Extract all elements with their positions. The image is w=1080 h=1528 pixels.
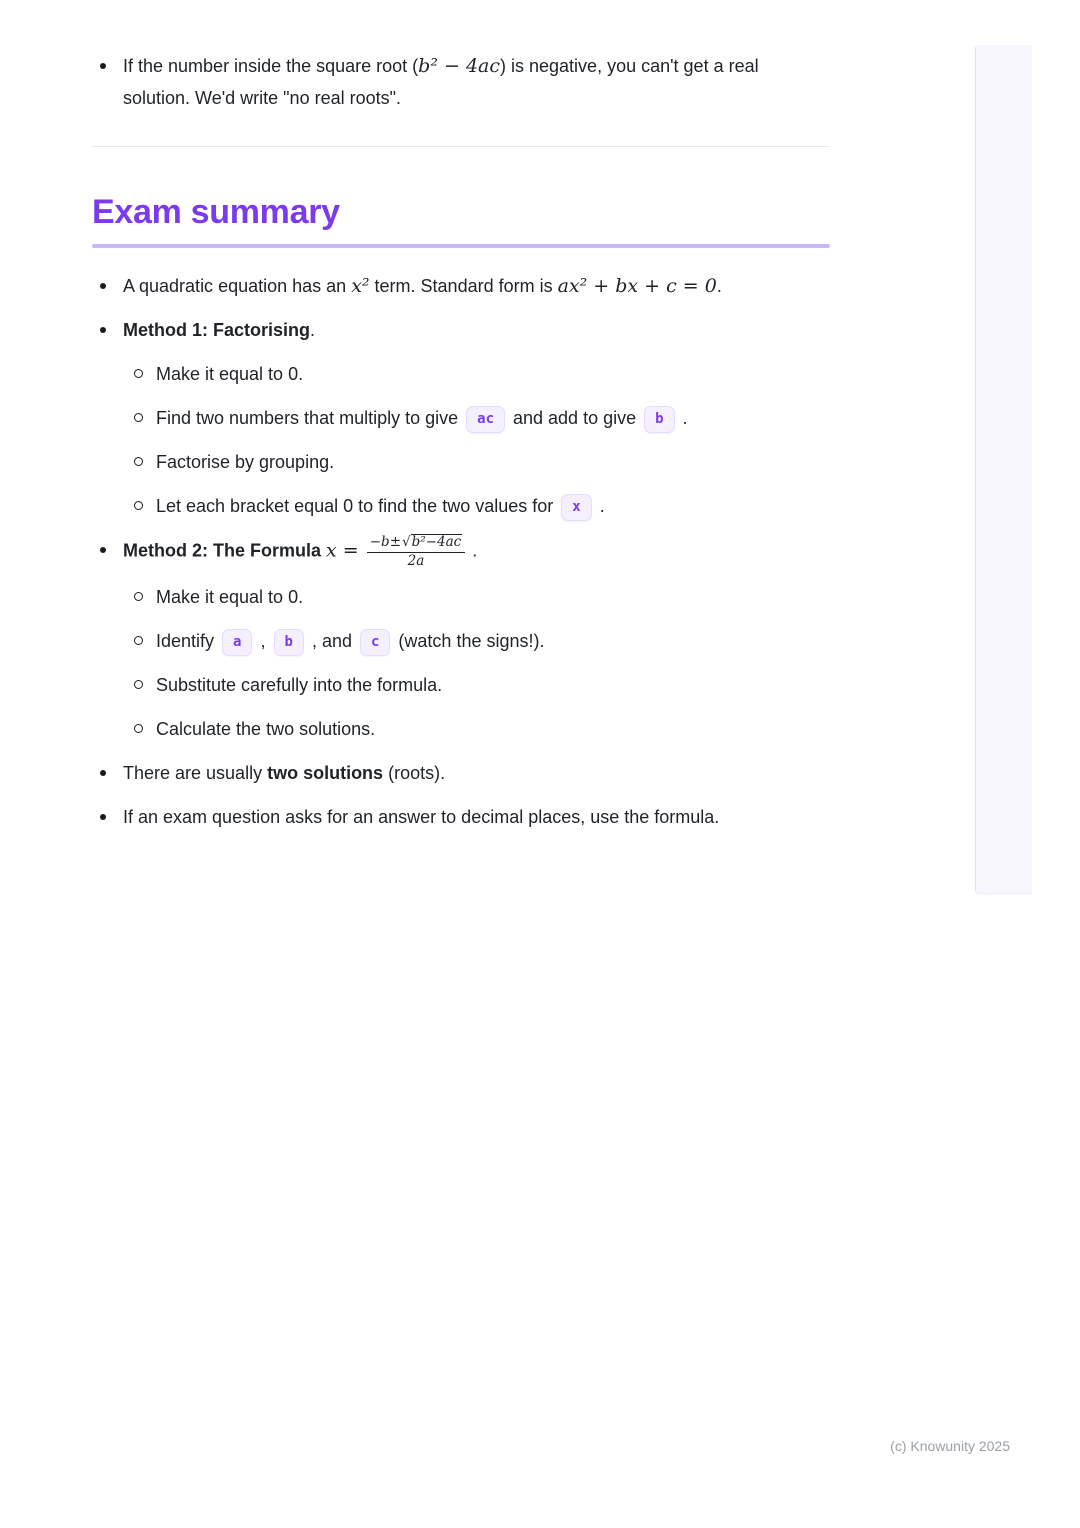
text-run: A quadratic equation has an (123, 276, 352, 296)
list-item-text (156, 625, 830, 657)
text-run: Find two numbers that multiply to give (156, 408, 464, 428)
list-item (92, 314, 830, 522)
text-run: ) is negative, you can't get a real solution. We'd write "no real roots". (123, 56, 759, 108)
bold-text: two solutions (267, 763, 384, 784)
inline-math: x = (326, 539, 365, 562)
list-item (123, 581, 830, 613)
summary-list-container (92, 270, 830, 833)
inline-math: x² (351, 275, 370, 297)
text-run: , (255, 631, 271, 652)
text-run: (watch the signs!). (393, 631, 545, 652)
code-badge: a (222, 629, 252, 656)
text-run: , and (306, 631, 357, 652)
text-run: Calculate the two solutions. (156, 719, 376, 740)
text-run: and add to give (508, 408, 642, 428)
code-badge: x (561, 494, 591, 521)
inline-math: ax² + bx + c = 0 (557, 275, 717, 297)
intro-list-container (92, 50, 830, 114)
copyright-footer: (c) Knowunity 2025 (890, 1438, 1010, 1454)
list-item-text (156, 402, 830, 434)
list-item-text (156, 358, 830, 390)
list-item (123, 490, 830, 522)
text-run: term. Standard form is (369, 276, 558, 296)
list-item-text (156, 581, 830, 613)
text-run: . (677, 408, 688, 428)
document-content (92, 0, 830, 845)
text-run: . (310, 320, 316, 340)
text-run: Make it equal to 0. (156, 587, 304, 608)
list-item (92, 50, 830, 114)
list-item-text (123, 757, 830, 789)
bold-text: Method 1: Factorising (123, 320, 311, 340)
list-item (123, 625, 830, 657)
list-item (123, 402, 830, 434)
text-run: (roots). (383, 763, 446, 784)
text-run: If the number inside the square root ( (123, 56, 419, 76)
list-item (123, 669, 830, 701)
text-run: Identify (156, 631, 220, 652)
code-badge: ac (466, 406, 505, 433)
bold-text: Method 2: The Formula (123, 540, 327, 561)
list-item-text (123, 534, 830, 569)
list-item-text (123, 314, 830, 346)
code-badge: b (274, 629, 304, 656)
list-item (92, 534, 830, 745)
list-item (92, 270, 830, 302)
page-side-strip (975, 45, 1032, 894)
text-run: . (467, 540, 478, 561)
text-run: . (716, 276, 722, 296)
list-item-text (156, 713, 830, 745)
inline-math: b² − 4ac (418, 55, 501, 77)
list-item-text (123, 270, 830, 302)
list-item-text (156, 669, 830, 701)
page-title: Exam summary (92, 193, 340, 231)
text-run: If an exam question asks for an answer to decimal places, use the formula. (123, 807, 720, 828)
code-badge: b (644, 406, 674, 433)
list-item (123, 358, 830, 390)
text-run: Let each bracket equal 0 to find the two values for (156, 496, 559, 516)
text-run: . (594, 496, 605, 516)
text-run: There are usually (123, 763, 268, 784)
text-run: Substitute carefully into the formula. (156, 675, 443, 696)
bullet-list (92, 270, 830, 833)
list-item-text (123, 801, 830, 833)
list-item-text (156, 490, 830, 522)
bullet-list (92, 50, 830, 114)
section-divider (92, 146, 830, 147)
list-item (92, 757, 830, 789)
sub-list (123, 358, 830, 522)
sub-list (123, 581, 830, 745)
text-run: Factorise by grouping. (156, 452, 335, 472)
list-item-text (123, 50, 830, 114)
text-run: Make it equal to 0. (156, 364, 304, 384)
math-fraction: −b± √ b²−4ac 2a (367, 534, 465, 569)
list-item (123, 446, 830, 478)
list-item (123, 713, 830, 745)
code-badge: c (360, 629, 390, 656)
list-item-text (156, 446, 830, 478)
list-item (92, 801, 830, 833)
heading-underline (92, 244, 830, 248)
